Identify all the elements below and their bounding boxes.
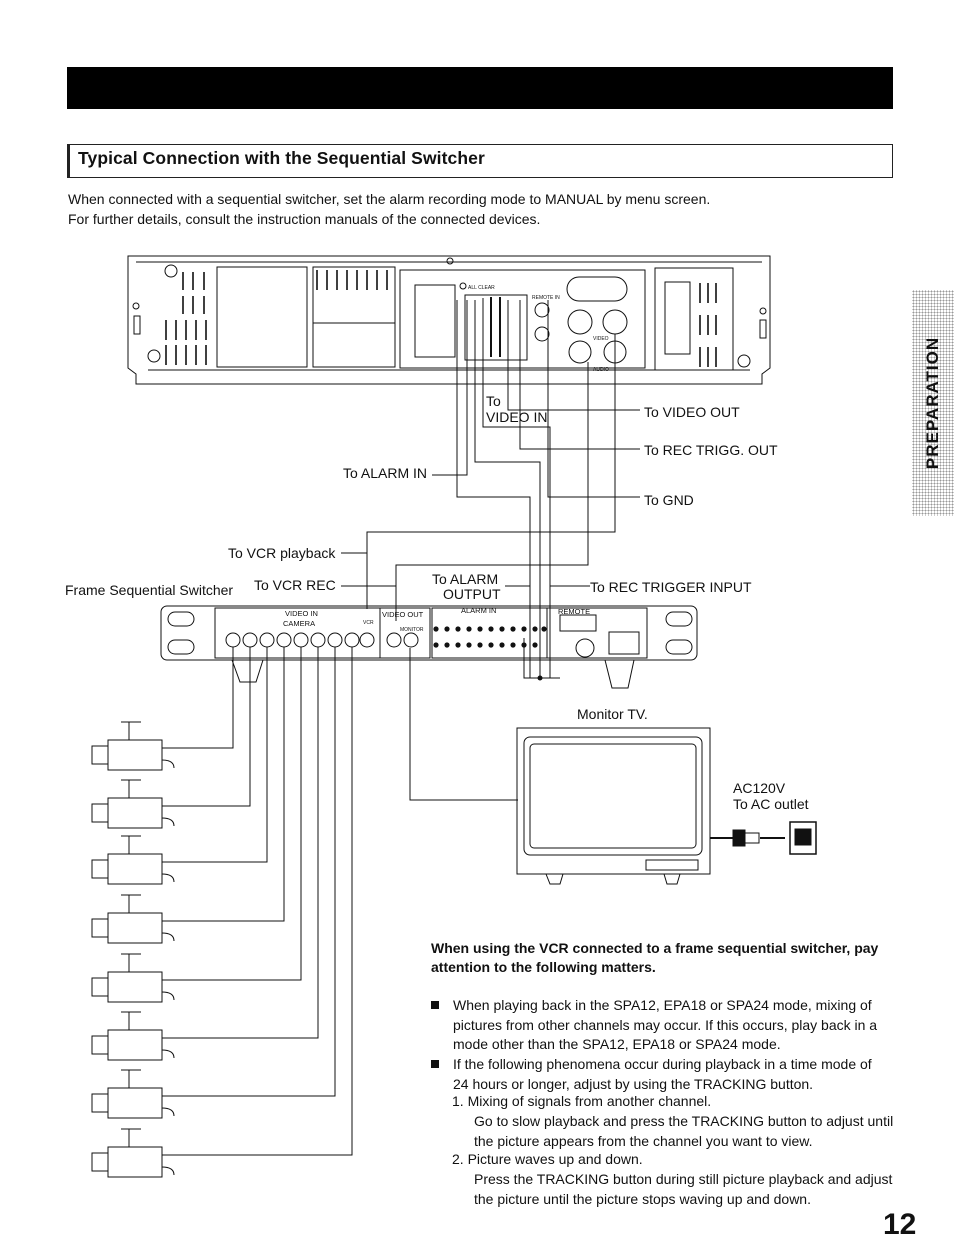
sub-item-1-body: Go to slow playback and press the TRACKING button to adjust until the picture appears from the channel you want to view.: [474, 1113, 894, 1149]
label-to-vcr-rec: To VCR REC: [254, 577, 336, 593]
sub-item-1-title: 1. Mixing of signals from another channel.: [452, 1093, 712, 1109]
vcr-audio-label: AUDIO: [593, 367, 609, 373]
camera-5: [92, 954, 174, 1002]
switcher-monitor-label: MONITOR: [400, 627, 424, 633]
switcher-video-in-label: VIDEO IN: [285, 609, 318, 618]
camera-1: [92, 722, 174, 770]
vcr-video-label: VIDEO: [593, 336, 609, 342]
switcher-video-out-label: VIDEO OUT: [382, 610, 424, 619]
intro-line-1: When connected with a sequential switcher, set the alarm recording mode to MANUAL by menu screen.: [68, 191, 711, 207]
label-frame-sequential-switcher: Frame Sequential Switcher: [65, 582, 234, 598]
switcher-alarm-in-label: ALARM IN: [461, 606, 497, 615]
switcher-vcr-label: VCR: [363, 620, 374, 626]
warning-title: When using the VCR connected to a frame sequential switcher, pay attention to the following matters.: [431, 940, 879, 975]
monitor-tv-drawing: [517, 728, 710, 884]
section-title: Typical Connection with the Sequential Switcher: [78, 148, 485, 168]
page-number: 12: [883, 1208, 917, 1241]
bullet-text-2: If the following phenomena occur during playback in a time mode of 24 hours or longer, adjust by using the TRACKING button.: [453, 1056, 872, 1092]
switcher-camera-label: CAMERA: [283, 619, 316, 628]
bullet-square-icon: [431, 1001, 439, 1009]
label-to-video-in-line2: VIDEO IN: [486, 409, 548, 425]
camera-8: [92, 1129, 174, 1177]
label-monitor-tv: Monitor TV.: [577, 706, 648, 722]
label-to-video-in-line1: To: [486, 393, 501, 409]
side-tab-label: PREPARATION: [923, 336, 942, 470]
camera-4: [92, 895, 174, 943]
frame-sequential-switcher: [161, 606, 697, 688]
label-to-video-out: To VIDEO OUT: [644, 404, 740, 420]
camera-6: [92, 1012, 174, 1060]
label-to-rec-trigger-input: To REC TRIGGER INPUT: [590, 579, 752, 595]
camera-3: [92, 836, 174, 884]
bullet-text-1: When playing back in the SPA12, EPA18 or SPA24 mode, mixing of pictures from other channels may occur. If this occurs, play back in a mode other than the SPA12, EPA18 or SPA24 mode.: [453, 997, 878, 1052]
label-to-gnd: To GND: [644, 492, 694, 508]
vcr-remote-in-label: REMOTE IN: [532, 295, 560, 301]
switcher-remote-label: REMOTE: [558, 607, 591, 616]
camera-7: [92, 1070, 174, 1118]
sub-item-2-title: 2. Picture waves up and down.: [452, 1151, 643, 1167]
label-ac120v: AC120V: [733, 780, 786, 796]
label-to-ac-outlet: To AC outlet: [733, 796, 809, 812]
sub-item-2-body: Press the TRACKING button during still picture playback and adjust the picture until the picture stops waving up and down.: [474, 1171, 893, 1207]
label-to-alarm-output-line1: To ALARM: [432, 571, 499, 587]
camera-2: [92, 780, 174, 828]
vcr-all-clear-label: ALL CLEAR: [468, 285, 495, 291]
label-to-alarm-in: To ALARM IN: [343, 465, 428, 481]
label-to-rec-trigg-out: To REC TRIGG. OUT: [644, 442, 778, 458]
vcr-rear-panel: [128, 256, 770, 384]
bullet-square-icon: [431, 1060, 439, 1068]
bullet-item-1: [431, 996, 891, 1055]
bullet-item-2: [431, 1055, 891, 1094]
intro-line-2: For further details, consult the instruction manuals of the connected devices.: [68, 211, 541, 227]
label-to-vcr-playback: To VCR playback: [228, 545, 336, 561]
label-to-alarm-output-line2: OUTPUT: [443, 586, 501, 602]
